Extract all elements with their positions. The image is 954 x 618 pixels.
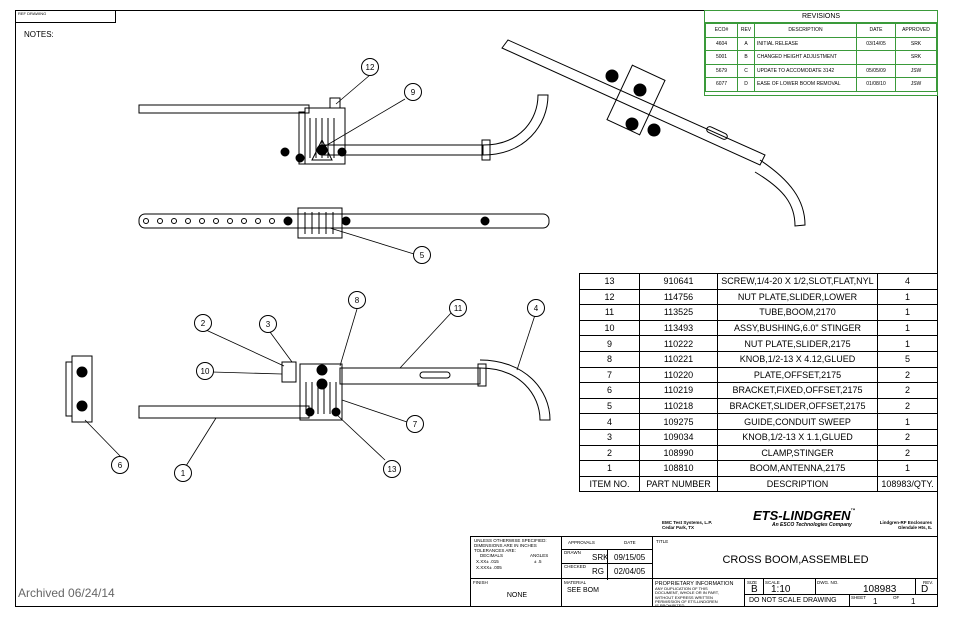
bom-row — [580, 383, 938, 399]
bom-qty: 4 — [878, 274, 938, 290]
knob — [284, 217, 292, 225]
balloon-6: 6 — [111, 456, 129, 474]
divider — [815, 579, 816, 595]
bom-row — [580, 398, 938, 414]
rev-approved: SRK — [896, 37, 937, 51]
bom-qty: 1 — [878, 320, 938, 336]
balloon-12: 12 — [361, 58, 379, 76]
title-cell — [653, 536, 938, 579]
boom-holes — [144, 219, 275, 224]
rev-letter: A — [738, 37, 755, 51]
side-bracket — [72, 356, 92, 422]
slot — [420, 372, 450, 378]
bom-row — [580, 445, 938, 461]
rev-eco: 6077 — [706, 78, 738, 92]
divider — [763, 579, 764, 595]
prop-line: ANY DUPLICATION OF THIS — [655, 586, 708, 591]
knob — [481, 217, 489, 225]
rev-header-eco: ECO# — [706, 24, 738, 38]
bom-item-no: 2 — [580, 445, 640, 461]
bom-part-number: 110221 — [640, 351, 718, 367]
knob — [342, 217, 350, 225]
bom-part-number: 113525 — [640, 305, 718, 321]
rev-date: 01/08/10 — [857, 78, 896, 92]
tol-xxx: X.XX± .015 — [476, 559, 499, 564]
bom-part-number: PART NUMBER — [640, 476, 718, 492]
bom-header-row — [580, 476, 938, 492]
bom-qty: 2 — [878, 445, 938, 461]
company-left-city: Cedar Park, TX — [662, 525, 695, 530]
bom-qty: 108983/QTY. — [878, 476, 938, 492]
bom-item-no: 13 — [580, 274, 640, 290]
bom-item-no: 12 — [580, 289, 640, 305]
bom-description: DESCRIPTION — [718, 476, 878, 492]
knob — [317, 145, 327, 155]
bom-part-number: 110220 — [640, 367, 718, 383]
bom-qty: 2 — [878, 398, 938, 414]
bom-qty: 1 — [878, 336, 938, 352]
bom-part-number: 114756 — [640, 289, 718, 305]
of-label: OF — [893, 595, 900, 600]
tol-decimals: DECIMALS — [480, 553, 504, 558]
bom-part-number: 109275 — [640, 414, 718, 430]
bom-description: NUT PLATE,SLIDER,LOWER — [718, 289, 878, 305]
isometric-view — [502, 40, 805, 226]
bom-row — [580, 289, 938, 305]
finish-label: FINISH — [473, 580, 488, 585]
bom-description: NUT PLATE,SLIDER,2175 — [718, 336, 878, 352]
material-value: SEE BOM — [567, 587, 599, 594]
rev-header-approved: APPROVED — [896, 24, 937, 38]
iso-sweep — [755, 160, 805, 226]
rev-header-description: DESCRIPTION — [755, 24, 857, 38]
bom-item-no: 1 — [580, 461, 640, 477]
checked-label: CHECKED — [564, 564, 587, 569]
tol-xxxx: X.XXX± .005 — [476, 565, 502, 570]
dwg-label: DWG. NO. — [817, 580, 839, 585]
balloon-5: 5 — [413, 246, 431, 264]
logo-subtitle: An ESCO Technologies Company — [772, 522, 852, 528]
knob — [281, 148, 289, 156]
tol-line: DIMENSIONS ARE IN INCHES — [474, 543, 537, 548]
drawn-date: 09/15/05 — [614, 553, 646, 562]
finish-block — [470, 579, 562, 607]
bom-row — [580, 305, 938, 321]
rev-approved: JSW — [896, 64, 937, 78]
rev-date: 05/05/09 — [857, 64, 896, 78]
bom-row — [580, 461, 938, 477]
finish-value: NONE — [506, 592, 528, 599]
rev-header-rev: REV — [738, 24, 755, 38]
logo-tm: ™ — [850, 508, 856, 514]
sheet-label: SHEET — [851, 595, 867, 600]
bom-part-number: 109034 — [640, 429, 718, 445]
sheet-number: 1 — [873, 597, 878, 606]
bom-row — [580, 336, 938, 352]
tol-line: UNLESS OTHERWISE SPECIFIED: — [474, 538, 547, 543]
balloon-10: 10 — [196, 362, 214, 380]
bom-description: KNOB,1/2-13 X 4.12,GLUED — [718, 351, 878, 367]
bom-qty: 1 — [878, 305, 938, 321]
bom-description: TUBE,BOOM,2170 — [718, 305, 878, 321]
conduit-sweep — [483, 95, 548, 155]
front-view — [139, 208, 549, 238]
material-block — [562, 579, 653, 607]
bom-qty: 1 — [878, 414, 938, 430]
rev-header-date: DATE — [857, 24, 896, 38]
bom-description: GUIDE,CONDUIT SWEEP — [718, 414, 878, 430]
rev-description: CHANGED HEIGHT ADJUSTMENT — [755, 51, 857, 65]
divider — [849, 595, 850, 607]
date-label: DATE — [624, 540, 636, 545]
bom-description: KNOB,1/2-13 X 1.1,GLUED — [718, 429, 878, 445]
bom-part-number: 110218 — [640, 398, 718, 414]
bom-row — [580, 367, 938, 383]
bom-row — [580, 414, 938, 430]
prop-line: IS PROHIBITED. — [655, 603, 686, 609]
scale-label: SCALE — [765, 580, 780, 585]
bom-item-no: 8 — [580, 351, 640, 367]
do-not-scale: DO NOT SCALE DRAWING — [749, 597, 837, 604]
revisions-title: REVISIONS — [705, 11, 937, 23]
bom-item-no: 11 — [580, 305, 640, 321]
balloon-1: 1 — [174, 464, 192, 482]
knob — [338, 148, 346, 156]
rev-description: UPDATE TO ACCOMODATE 3142 — [755, 64, 857, 78]
balloon-9: 9 — [404, 83, 422, 101]
approvals-block — [562, 536, 653, 579]
tol-line: TOLERANCES ARE: — [474, 548, 516, 553]
bom-description: SCREW,1/4-20 X 1/2,SLOT,FLAT,NYL — [718, 274, 878, 290]
material-label: MATERIAL — [564, 580, 587, 585]
scale-value: 1:10 — [771, 584, 791, 595]
rev-description: INITIAL RELEASE — [755, 37, 857, 51]
tol-angle-value: ± .5 — [534, 559, 542, 564]
rev-approved: JSW — [896, 78, 937, 92]
drawn-label: DRAWN — [564, 550, 581, 555]
bom-item-no: 9 — [580, 336, 640, 352]
bom-qty: 2 — [878, 429, 938, 445]
company-right-city: Glendale Hts, IL — [897, 525, 932, 530]
bom-part-number: 110222 — [640, 336, 718, 352]
bom-part-number: 113493 — [640, 320, 718, 336]
bom-item-no: 10 — [580, 320, 640, 336]
divider — [915, 579, 916, 595]
proprietary-block — [653, 579, 745, 607]
rev-label: REV. — [923, 580, 934, 585]
knob — [332, 408, 340, 416]
bom-item-no: 7 — [580, 367, 640, 383]
company-right — [870, 520, 932, 530]
notes-label: NOTES: — [24, 30, 54, 39]
archived-stamp: Archived 06/24/14 — [18, 586, 115, 600]
dwg-number: 108983 — [863, 584, 897, 595]
iso-boom — [502, 40, 765, 165]
rev-eco: 5001 — [706, 51, 738, 65]
bom-qty: 2 — [878, 367, 938, 383]
company-right-name: Lindgren-RF Enclosures — [879, 520, 932, 525]
bill-of-materials — [579, 273, 938, 492]
sheet-total: 1 — [911, 597, 916, 606]
side-view — [66, 356, 92, 422]
balloon-11: 11 — [449, 299, 467, 317]
bom-part-number: 108990 — [640, 445, 718, 461]
bom-description: BRACKET,FIXED,OFFSET,2175 — [718, 383, 878, 399]
balloon-13: 13 — [383, 460, 401, 478]
top-view — [139, 95, 548, 164]
drawing-title: CROSS BOOM,ASSEMBLED — [722, 554, 869, 566]
checked-date: 02/04/05 — [614, 567, 646, 576]
bom-qty: 1 — [878, 289, 938, 305]
prop-line: PERMISSION OF ETS-LINDGREN — [655, 598, 718, 604]
tolerance-block — [470, 536, 562, 579]
company-left — [662, 520, 712, 530]
balloon-4: 4 — [527, 299, 545, 317]
balloon-8: 8 — [348, 291, 366, 309]
knob — [317, 379, 327, 389]
knob — [306, 408, 314, 416]
upper-boom-tube — [139, 105, 309, 113]
bom-item-no: 4 — [580, 414, 640, 430]
rev-letter: C — [738, 64, 755, 78]
bom-row — [580, 320, 938, 336]
bom-description: PLATE,OFFSET,2175 — [718, 367, 878, 383]
divider — [607, 549, 608, 580]
slider-bracket — [305, 108, 345, 164]
bottom-boom-tube — [139, 406, 309, 418]
rev-letter: D — [738, 78, 755, 92]
bom-description: BRACKET,SLIDER,OFFSET,2175 — [718, 398, 878, 414]
stinger-clamp — [282, 362, 296, 382]
knob — [317, 365, 327, 375]
bom-item-no: 6 — [580, 383, 640, 399]
balloon-3: 3 — [259, 315, 277, 333]
rev-letter: B — [738, 51, 755, 65]
rev-value: D — [921, 584, 929, 595]
bottom-conduit-sweep — [480, 360, 550, 420]
title-label: TITLE — [656, 539, 669, 544]
bom-description: BOOM,ANTENNA,2175 — [718, 461, 878, 477]
ref-drawing-label: REF DRAWING — [18, 11, 47, 16]
sheet-row — [745, 595, 938, 607]
side-plate — [66, 362, 72, 416]
checked-by: RG — [592, 567, 604, 576]
bom-part-number: 910641 — [640, 274, 718, 290]
bom-qty: 5 — [878, 351, 938, 367]
bom-part-number: 108810 — [640, 461, 718, 477]
rev-eco: 4604 — [706, 37, 738, 51]
bom-part-number: 110219 — [640, 383, 718, 399]
approvals-label: APPROVALS — [568, 540, 595, 545]
rev-description: EASE OF LOWER BOOM REMOVAL — [755, 78, 857, 92]
rev-date: 03/14/05 — [857, 37, 896, 51]
bom-description: CLAMP,STINGER — [718, 445, 878, 461]
bottom-upper-tube — [340, 368, 480, 384]
size-value: B — [751, 584, 758, 595]
bom-qty: 1 — [878, 461, 938, 477]
rev-eco: 5679 — [706, 64, 738, 78]
rev-approved: SRK — [896, 51, 937, 65]
drawn-by: SRK — [592, 553, 609, 562]
bom-item-no: 3 — [580, 429, 640, 445]
balloon-2: 2 — [194, 314, 212, 332]
bom-row — [580, 429, 938, 445]
tol-angles: ANGLES — [530, 553, 549, 558]
bom-row — [580, 274, 938, 290]
proprietary-title: PROPRIETARY INFORMATION — [655, 581, 734, 587]
front-slots — [305, 212, 333, 234]
dwg-info-row — [745, 579, 938, 595]
bom-item-no: 5 — [580, 398, 640, 414]
balloon-7: 7 — [406, 415, 424, 433]
prop-line: DOCUMENT, WHOLE OR IN PART, — [655, 590, 719, 596]
company-logo — [753, 508, 856, 523]
size-label: SIZE — [747, 580, 758, 585]
logo-text: ETS-LINDGREN — [753, 508, 851, 523]
knob — [296, 154, 304, 162]
top-knob — [330, 98, 340, 108]
bom-qty: 2 — [878, 383, 938, 399]
title-block — [470, 508, 938, 607]
lower-boom-tube — [323, 145, 483, 155]
company-left-name: EMC Test Systems, L.P. — [662, 520, 713, 525]
bom-row — [580, 351, 938, 367]
bom-item-no: ITEM NO. — [580, 476, 640, 492]
bom-description: ASSY,BUSHING,6.0" STINGER — [718, 320, 878, 336]
prop-line: WITHOUT EXPRESS WRITTEN — [655, 594, 713, 600]
end-clamp — [478, 364, 486, 386]
